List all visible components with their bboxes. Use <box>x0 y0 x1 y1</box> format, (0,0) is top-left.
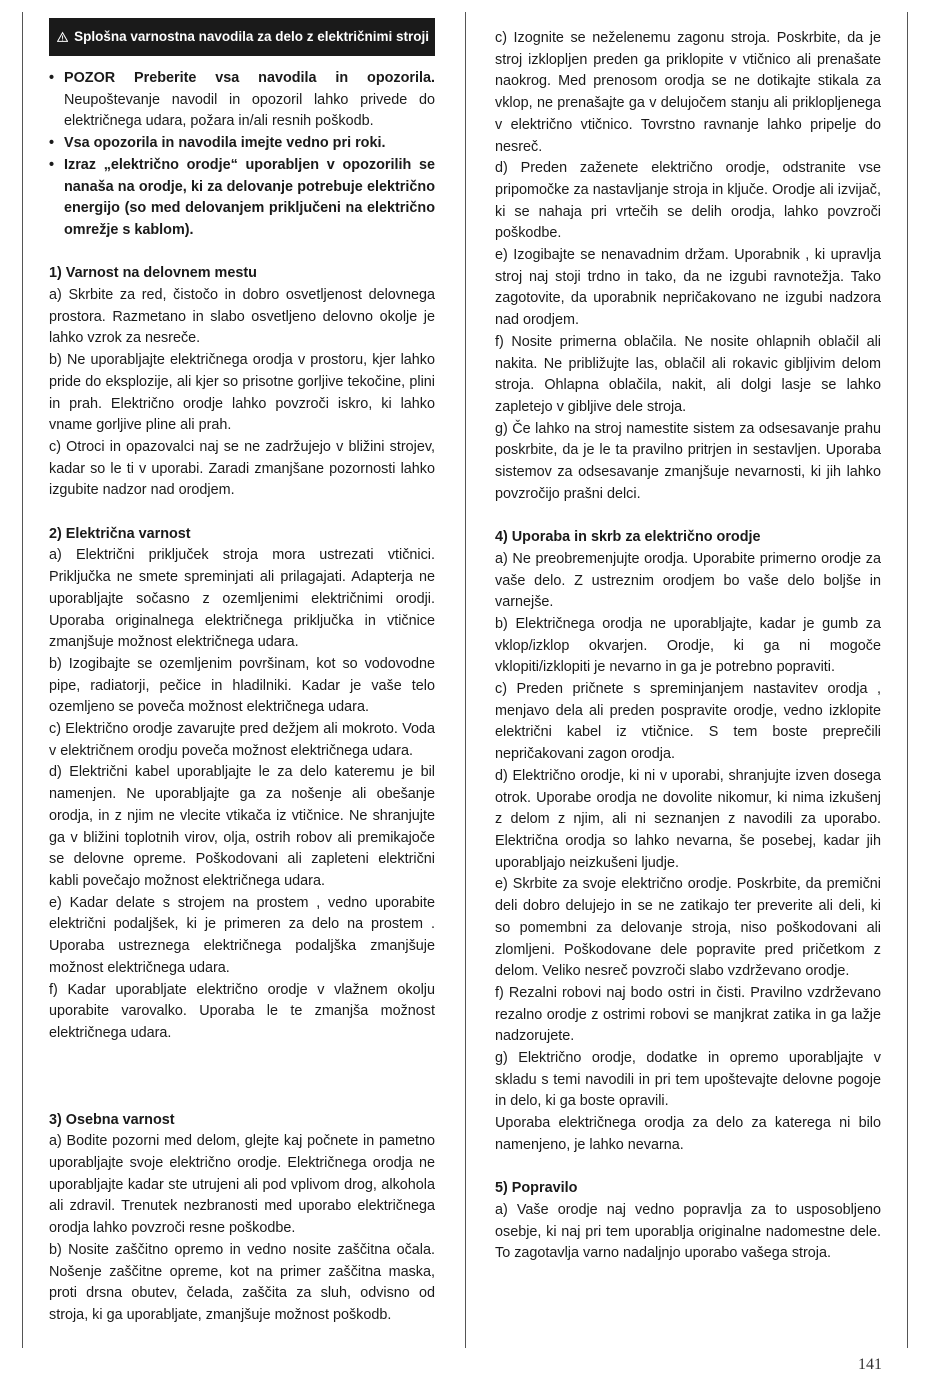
page-number: 141 <box>858 1356 882 1373</box>
paragraph: c) Izognite se neželenemu zagonu stroja. Poskrbite, da je stroj izklopljen preden ga priklopite v vtičnico ali prenašate naokrog. Med prenosom orodja se ne dotikajte stikala za vklop, ne prenašajte ga v delujočem stanju ali priklopljenega v električno vtičnico. Tovrstno ravnanje lahko pripelje do nesreč. <box>495 30 881 155</box>
warning-bullet-list <box>49 68 435 242</box>
paragraph: c) Preden pričnete s spreminjanjem nastavitev orodja , menjavo dela ali preden pospravite orodje, vedno izklopite električni kabel iz vtičnice. S tem boste preprečili nepričakovani zagon orodja. <box>495 681 881 763</box>
paragraph: a) Bodite pozorni med delom, glejte kaj počnete in pametno uporabljajte svoje električno orodje. Električnega orodja ne uporabljajte kadar ste utrujeni ali pod vplivom drog, alkohola ali zdravil. Trenutek nezbranosti med uporabo električnega orodja lahko povzroči resne poškodbe. <box>49 1133 435 1237</box>
banner-title: Splošna varnostna navodila za delo z električnimi stroji <box>74 29 429 44</box>
paragraph: b) Ne uporabljajte električnega orodja v prostoru, kjer lahko pride do eksplozije, ali kjer so prisotne gorljive tekočine, plini in prah. Električno orodje lahko povzroči iskro, ki lahko vname gorljive pline ali prah. <box>49 352 435 434</box>
paragraph: b) Nosite zaščitno opremo in vedno nosite zaščitna očala. Nošenje zaščitne opreme, kot na primer zaščitna maska, proti drsna obutev, čelada, zaščita za sluh, odvisno od stroja, ki ga uporabljate, zmanjšuje možnost poškodb. <box>49 1241 435 1323</box>
section-banner <box>49 18 435 56</box>
section-heading: 1) Varnost na delovnem mestu <box>49 265 257 282</box>
paragraph: a) Ne preobremenjujte orodja. Uporabite primerno orodje za vaše delo. Z ustreznim orodjem bo vaše delo boljše in varnejše. <box>495 550 881 611</box>
bullet-item <box>49 133 435 155</box>
paragraph: c) Otroci in opazovalci naj se ne zadržujejo v bližini strojev, kadar so le ti v uporabi. Zaradi zmanjšane pozornosti lahko izgubite nadzor nad orodjem. <box>49 438 435 499</box>
paragraph: c) Električno orodje zavarujte pred dežjem ali mokroto. Voda v električnem orodju poveča možnost električnega udara. <box>49 721 435 759</box>
section-heading: 2) Električna varnost <box>49 525 191 542</box>
paragraph: b) Električnega orodja ne uporabljajte, kadar je gumb za vklop/izklop okvarjen. Orodje, ki ga ni mogoče vklopiti/izklopiti je nevarno in ga je potrebno popraviti. <box>495 615 881 676</box>
paragraph: d) Električno orodje, ki ni v uporabi, shranjujte izven dosega otrok. Uporabe orodja ne dovolite nikomur, ki nima izkušenj z delom z njim, ali ni seznanjen z navodili za uporabo. Električna orodja so lahko nevarna, še posebej, kadar jih uporabljajo neizkušeni ljudje. <box>495 767 881 871</box>
paragraph: b) Izogibajte se ozemljenim površinam, kot so vodovodne pipe, radiatorji, pečice in hladilniki. Kadar je vaše telo ozemljeno se poveča možnost električnega udara. <box>49 655 435 716</box>
column-divider <box>465 12 466 1348</box>
left-margin-rule <box>22 12 23 1348</box>
paragraph: e) Skrbite za svoje električno orodje. Poskrbite, da premični deli dobro delujejo in se ne zatikajo ter preverite ali deli, ki so pomembni za delovanje stroja, niso poškodovani ali zlomljeni. Poškodovane dele popravite pred pričetkom z delom. Veliko nesreč povzroči slabo vzdrževano orodje. <box>495 876 881 980</box>
bullet-bold-text: Vsa opozorila in navodila imejte vedno pri roki. <box>64 135 386 152</box>
paragraph: g) Električno orodje, dodatke in opremo uporabljajte v skladu s temi navodili in pri tem upoštevajte delovne pogoje in delo, ki ga boste opravili. <box>495 1050 881 1110</box>
paragraph: a) Vaše orodje naj vedno popravlja za to usposobljeno osebje, ki naj pri tem uporablja originalne nadomestne dele. To zagotavlja varno nadaljnjo uporabo vašega stroja. <box>495 1201 881 1262</box>
section-heading: 4) Uporaba in skrb za električno orodje <box>495 529 761 546</box>
paragraph: e) Izogibajte se nenavadnim držam. Uporabnik , ki upravlja stroj naj stoji trdno in tako, da ne izgubi ravnotežja. Tako zagotovite, da uporabnik nepričakovano ne izgubi nadzora nad orodjem. <box>495 247 881 329</box>
bullet-item <box>49 155 435 242</box>
paragraph: Uporaba električnega orodja za delo za katerega ni bilo namenjeno, je lahko nevarna. <box>495 1115 881 1153</box>
paragraph: d) Električni kabel uporabljajte le za delo kateremu je bil namenjen. Ne uporabljajte ga za nošenje ali obešanje orodja, in z njim ne vlecite vtikača iz vtičnice. Ne shranjujte ga v bližini toplotnih virov, olja, ostrih robov ali premikajoče se delovne opreme. Poškodovani ali zapleteni električni kabli povečajo možnost električnega udara. <box>49 764 435 889</box>
paragraph: g) Če lahko na stroj namestite sistem za odsesavanje prahu poskrbite, da je le ta pravilno pritrjen in sestavljen. Uporaba sistemov za odsesavanje zmanjšuje nevarnosti, ki jih lahko povzročijo prašni delci. <box>495 420 881 502</box>
paragraph: f) Rezalni robovi naj bodo ostri in čisti. Pravilno vzdrževano rezalno orodje z ostrimi robovi se manjkrat zatika in ga lažje nadzorujete. <box>495 984 881 1045</box>
warning-triangle-icon <box>57 29 68 45</box>
paragraph: d) Preden zaženete električno orodje, odstranite vse pripomočke za nastavljanje stroja in ključe. Orodje ali izvijač, ki se nahaja pri vrtečih se delih orodja, lahko povzroči poškodbe. <box>495 160 881 242</box>
paragraph: f) Nosite primerna oblačila. Ne nosite ohlapnih oblačil ali nakita. Ne približujte las, oblačil ali rokavic gibljivim delom stroja. Ohlapna oblačila, nakit, ali dolgi lasje se lahko zapletejo v gibljive dele stroja. <box>495 333 881 415</box>
bullet-item <box>49 68 435 133</box>
bullet-bold-text: Izraz „električno orodje“ uporabljen v opozorilih se nanaša na orodje, ki za delovanje potrebuje električno energijo (so med delovanjem priključeni na električno omrežje s kablom). <box>64 156 435 238</box>
bullet-text: Neupoštevanje navodil in opozoril lahko privede do električnega udara, požara in/ali resnih poškodb. <box>64 91 435 130</box>
right-column <box>495 28 881 1265</box>
paragraph: a) Električni priključek stroja mora ustrezati vtičnici. Priključka ne smete spreminjati ali prilagajati. Adapterja ne uporabljajte sočasno z ozemljenimi električnimi orodji. Uporaba originalnega električnega priključka in vtičnice zmanjšuje možnost električnega udara. <box>49 547 435 651</box>
paragraph: a) Skrbite za red, čistočo in dobro osvetljenost delovnega prostora. Razmetano in slabo osvetljeno delovno okolje je lahko vzrok za nesreče. <box>49 287 435 347</box>
right-margin-rule <box>907 12 908 1348</box>
paragraph: e) Kadar delate s strojem na prostem , vedno uporabite električni podaljšek, ki je primeren za delo na prostem . Uporaba ustreznega električnega podaljška zmanjšuje možnost električnega udara. <box>49 894 435 976</box>
section-heading: 5) Popravilo <box>495 1180 578 1197</box>
section-heading: 3) Osebna varnost <box>49 1111 175 1128</box>
bullet-bold-text: POZOR Preberite vsa navodila in opozorila. <box>64 70 435 86</box>
left-column <box>49 16 435 1327</box>
paragraph: f) Kadar uporabljate električno orodje v vlažnem okolju uporabite varovalko. Uporaba le te zmanjša možnost električnega udara. <box>49 981 435 1041</box>
